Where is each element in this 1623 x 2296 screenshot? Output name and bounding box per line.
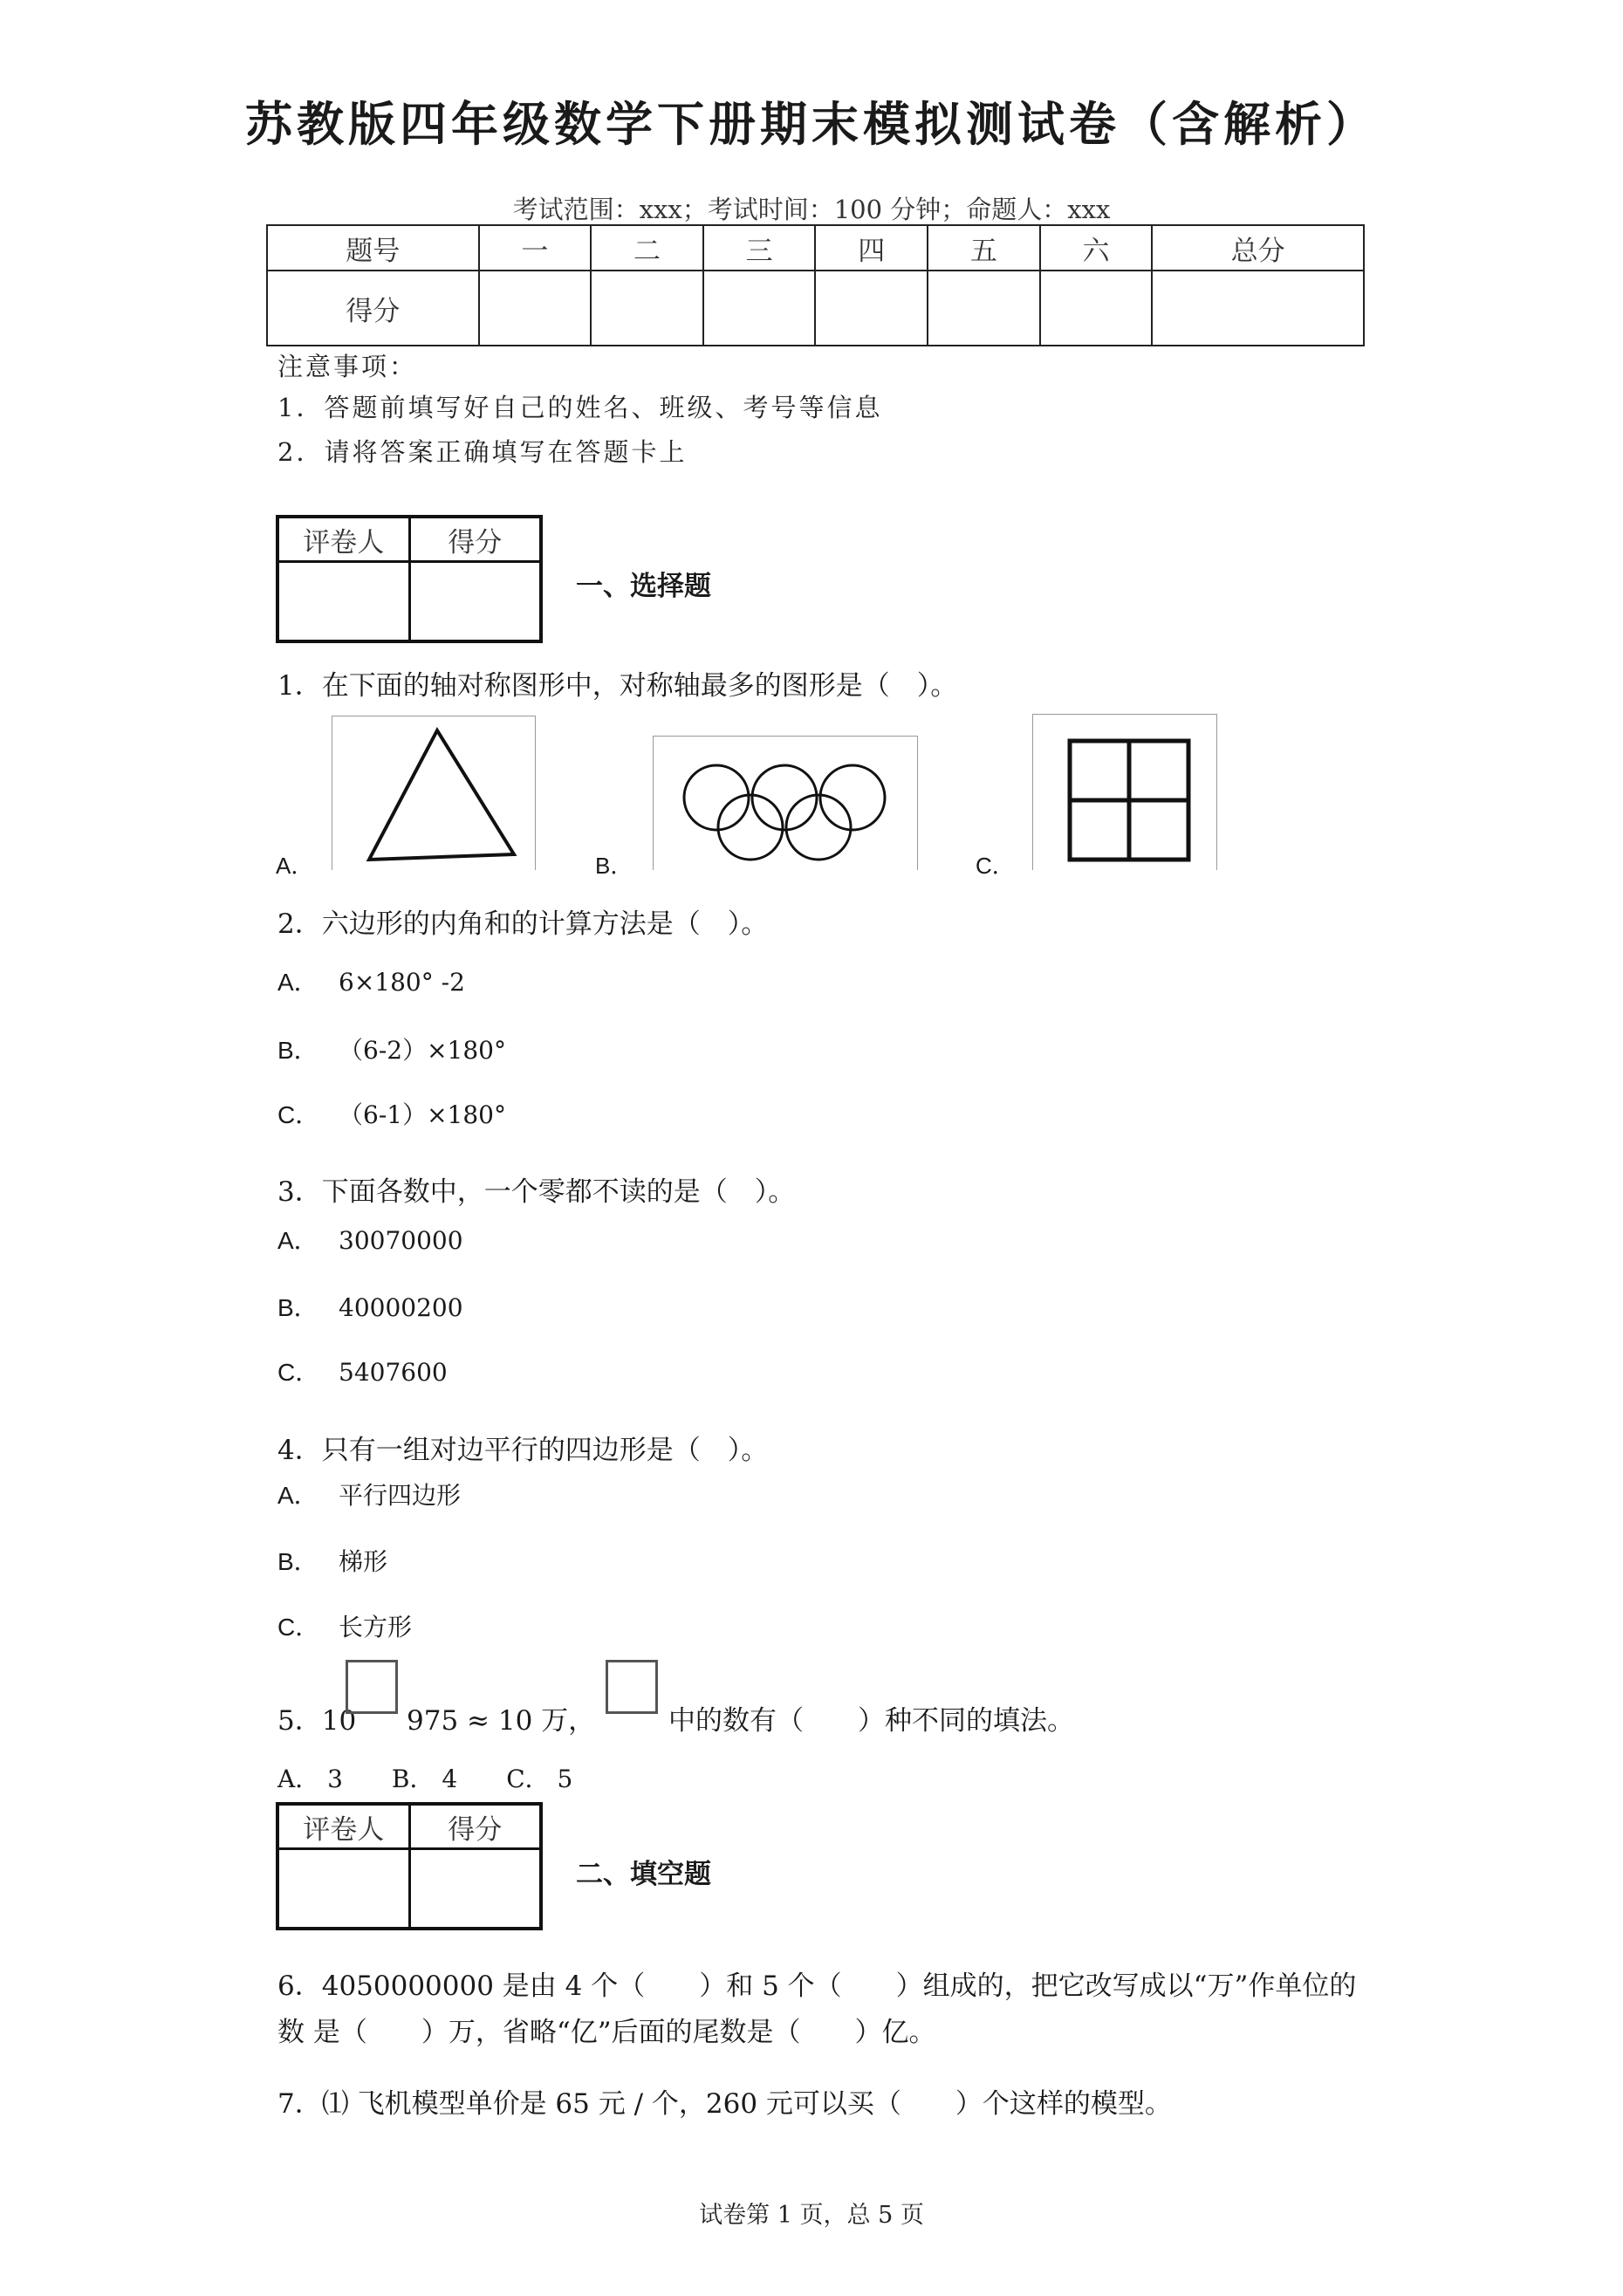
question-5-prefix: 5．10 xyxy=(277,1705,357,1737)
option-b[interactable]: B． 40000200 xyxy=(277,1293,463,1322)
grader-reviewer-field[interactable] xyxy=(279,563,411,640)
grader-reviewer-label: 评卷人 xyxy=(279,1806,411,1847)
grader-reviewer-field[interactable] xyxy=(279,1850,411,1927)
section-title: 一、选择题 xyxy=(576,571,711,602)
option-label: C． xyxy=(976,853,1015,879)
question-3: 3．下面各数中，一个零都不读的是（ ）。 xyxy=(277,1176,796,1208)
question-1: 1．在下面的轴对称图形中，对称轴最多的图形是（ ）。 xyxy=(277,670,958,702)
page-title: 苏教版四年级数学下册期末模拟测试卷（含解析） xyxy=(245,96,1378,152)
grader-box xyxy=(276,1802,543,1930)
header-cell: 六 xyxy=(1040,225,1153,271)
blank-box[interactable] xyxy=(346,1660,398,1714)
header-cell: 五 xyxy=(928,225,1040,271)
four-square-grid-icon xyxy=(1033,715,1216,870)
grader-reviewer-label: 评卷人 xyxy=(279,518,411,560)
question-5-suffix: 中的数有（ ）种不同的填法。 xyxy=(668,1705,1074,1737)
notes-title: 注意事项： xyxy=(277,352,418,381)
triangle-figure[interactable] xyxy=(332,716,536,870)
grader-score-field[interactable] xyxy=(411,1850,540,1927)
blank-box[interactable] xyxy=(606,1660,658,1714)
header-cell: 三 xyxy=(703,225,816,271)
header-cell: 题号 xyxy=(267,225,479,271)
option-c[interactable]: C． （6-1）×180° xyxy=(277,1100,506,1129)
score-table-header-row xyxy=(267,225,1364,271)
option-a[interactable]: A． 30070000 xyxy=(277,1226,463,1255)
score-cell[interactable] xyxy=(815,271,928,346)
question-6-line1: 6．4050000000 是由 4 个（ ）和 5 个（ ）组成的，把它改写成以“万”作单位的 xyxy=(277,1970,1357,2002)
grader-score-label: 得分 xyxy=(448,1813,503,1846)
grader-score-label: 得分 xyxy=(448,526,503,559)
option-a[interactable]: A． 平行四边形 xyxy=(277,1481,462,1510)
grader-score-field[interactable] xyxy=(411,563,540,640)
question-6-line2: 数 是（ ）万，省略“亿”后面的尾数是（ ）亿。 xyxy=(277,2017,936,2048)
triangle-icon xyxy=(332,716,535,870)
score-cell[interactable] xyxy=(928,271,1040,346)
option-label: A． xyxy=(276,853,314,879)
option-c[interactable]: C． 长方形 xyxy=(277,1613,413,1641)
grader-box xyxy=(276,515,543,643)
section-title: 二、填空题 xyxy=(576,1859,711,1890)
header-cell: 四 xyxy=(815,225,928,271)
score-table xyxy=(266,224,1365,346)
question-5-middle: 975 ≈ 10 万， xyxy=(407,1705,596,1737)
note-item: 2．请将答案正确填写在答题卡上 xyxy=(277,437,688,467)
score-cell[interactable] xyxy=(1152,271,1364,346)
score-cell[interactable] xyxy=(591,271,703,346)
olympic-rings-figure[interactable] xyxy=(653,736,918,870)
score-cell[interactable] xyxy=(1040,271,1153,346)
note-item: 1．答题前填写好自己的姓名、班级、考号等信息 xyxy=(277,393,883,422)
score-table-score-row xyxy=(267,271,1364,346)
header-cell: 一 xyxy=(479,225,592,271)
olympic-rings-icon xyxy=(654,737,917,870)
square-grid-figure[interactable] xyxy=(1032,714,1217,870)
option-c[interactable]: C． 5407600 xyxy=(277,1358,448,1387)
score-cell[interactable] xyxy=(703,271,816,346)
option-label: B． xyxy=(595,853,633,879)
question-2: 2．六边形的内角和的计算方法是（ ）。 xyxy=(277,908,769,940)
row-label: 得分 xyxy=(267,271,479,346)
exam-meta: 考试范围：xxx；考试时间：100 分钟；命题人：xxx xyxy=(512,195,1111,224)
header-cell: 总分 xyxy=(1152,225,1364,271)
option-b[interactable]: B． （6-2）×180° xyxy=(277,1036,506,1065)
header-cell: 二 xyxy=(591,225,703,271)
question-4: 4．只有一组对边平行的四边形是（ ）。 xyxy=(277,1435,769,1466)
question-7: 7．⑴ 飞机模型单价是 65 元 / 个，260 元可以买（ ）个这样的模型。 xyxy=(277,2088,1172,2120)
question-5-options[interactable]: A． 3 B． 4 C． 5 xyxy=(277,1765,573,1793)
option-a[interactable]: A． 6×180° -2 xyxy=(277,968,465,997)
score-cell[interactable] xyxy=(479,271,592,346)
option-b[interactable]: B． 梯形 xyxy=(277,1547,388,1576)
page-footer: 试卷第 1 页，总 5 页 xyxy=(699,2202,924,2229)
